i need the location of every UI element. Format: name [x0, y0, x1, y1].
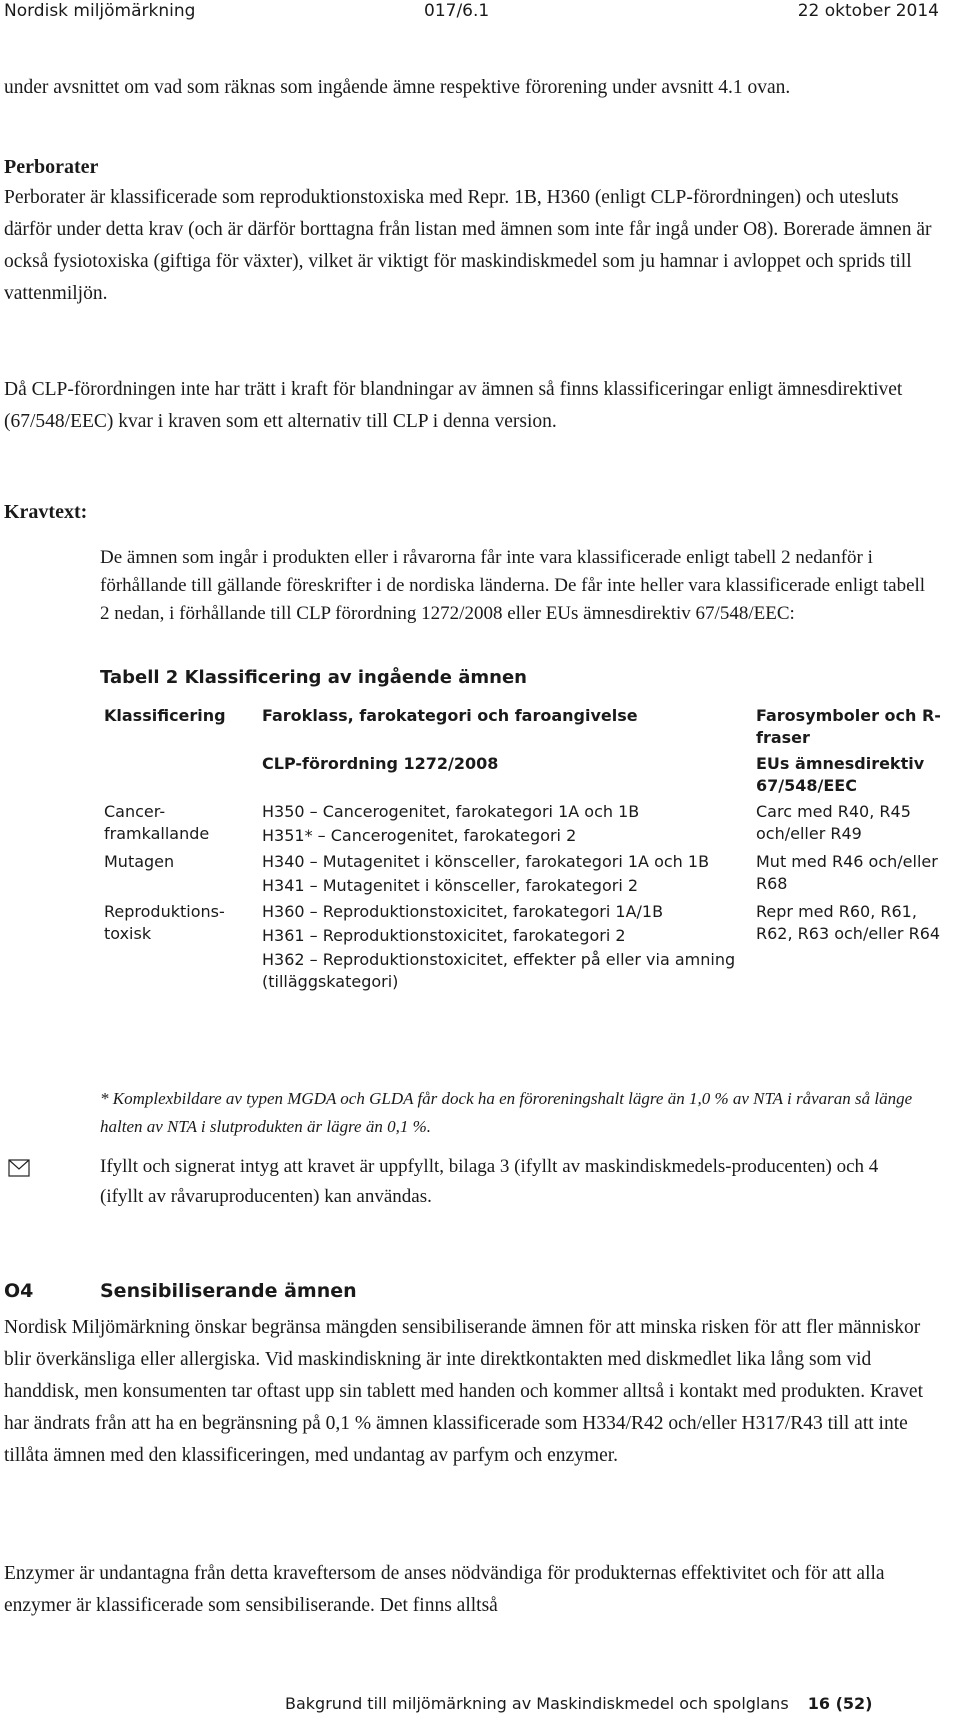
clp-line: H340 – Mutagenitet i könsceller, farokategori 1A och 1B: [262, 852, 710, 871]
kravtext-label: Kravtext:: [4, 501, 88, 523]
section-paragraph: Enzymer är undantagna från detta kraveftersom de anses nödvändiga för produkternas effektivitet och för att alla enzymer är klassificerade som sensibiliserande. Det finns alltså: [4, 1563, 885, 1616]
document-icon-svg: [8, 1159, 30, 1177]
clp-line: H361 – Reproduktionstoxicitet, farokategori 2: [262, 926, 626, 945]
table-header-row: [100, 703, 950, 751]
header-cell: CLP-förordning 1272/2008: [262, 754, 499, 773]
clp-line: H362 – Reproduktionstoxicitet, effekter på eller via amning (tilläggskategori): [262, 950, 736, 991]
clp-line: H350 – Cancerogenitet, farokategori 1A och 1B: [262, 802, 640, 821]
section-number: O4: [4, 1280, 34, 1302]
intro-paragraph: under avsnittet om vad som räknas som ingående ämne respektive förorening under avsnitt 4.1 ovan.: [4, 77, 791, 98]
kravtext-paragraph: De ämnen som ingår i produkten eller i råvarorna får inte vara klassificerade enligt tabell 2 nedanför i förhållande till gällande föreskrifter i de nordiska länderna. De får inte heller vara klassificerade enligt tabell 2 nedan, i förhållande till CLP förordning 1272/2008 eller EUs ämnesdirektiv 67/548/EEC:: [100, 547, 926, 624]
table-cell: Cancer-framkallande: [104, 802, 210, 843]
clp-line: H341 – Mutagenitet i könsceller, farokategori 2: [262, 876, 639, 895]
page-footer: [285, 1694, 872, 1713]
table-caption: Tabell 2 Klassificering av ingående ämnen: [100, 667, 527, 688]
page-number: 16 (52): [807, 1694, 873, 1713]
table-footnote: * Komplexbildare av typen MGDA och GLDA får dock ha en föroreningshalt lägre än 1,0 % av NTA i råvaran så länge halten av NTA i slutprodukten är lägre än 0,1 %.: [100, 1089, 913, 1136]
perborater-heading: Perborater: [4, 156, 99, 178]
clp-line: H360 – Reproduktionstoxicitet, farokategori 1A/1B: [262, 902, 664, 921]
header-cell: Farosymboler och R-fraser: [756, 706, 941, 747]
header-cell: Faroklass, farokategori och faroangivelse: [262, 706, 638, 725]
header-cell: EUs ämnesdirektiv 67/548/EEC: [756, 754, 925, 795]
table-row: [100, 899, 950, 995]
table-subheader-row: [100, 751, 950, 799]
clp-paragraph: Då CLP-förordningen inte har trätt i kraft för blandningar av ämnen så finns klassificeringar enligt ämnesdirektivet (67/548/EEC) kvar i kraven som ett alternativ till CLP i denna version.: [4, 379, 903, 432]
header-cell: Klassificering: [104, 706, 226, 725]
table-cell: [258, 899, 752, 995]
table-row: [100, 849, 950, 899]
section-title: Sensibiliserande ämnen: [100, 1280, 357, 1302]
table-cell: Reproduktions-toxisk: [104, 902, 225, 943]
header-date: 22 oktober 2014: [797, 1, 939, 21]
page-header: [4, 0, 939, 22]
section-paragraph: Nordisk Miljömärkning önskar begränsa mängden sensibiliserande ämnen för att minska risken för att fler människor blir överkänsliga eller allergiska. Vid maskindiskning är inte direktkontakten med diskmedlet lika lång som vid handdisk, men konsumenten tar oftast upp sin tablett med handen och kommer alltså i kontakt med produkten. Kravet har ändrats från att ha en begränsning på 0,1 % ämnen klassificerade som H334/R42 och/eller H317/R43 till att inte tillåta ämnen med den klassificeringen, med undantag av parfym och enzymer.: [4, 1317, 923, 1466]
document-icon: [8, 1159, 30, 1182]
header-left: Nordisk miljömärkning: [4, 1, 196, 21]
table-cell: Mut med R46 och/eller R68: [756, 852, 938, 893]
table-cell: Mutagen: [104, 852, 175, 871]
verification-text: Ifyllt och signerat intyg att kravet är uppfyllt, bilaga 3 (ifyllt av maskindiskmedels-producenten) och 4 (ifyllt av råvaruproducenten) kan användas.: [100, 1156, 879, 1207]
table-cell: [258, 799, 752, 849]
table-cell: Carc med R40, R45 och/eller R49: [756, 802, 911, 843]
header-cell: [100, 751, 258, 799]
table-row: [100, 799, 950, 849]
table-cell: [258, 849, 752, 899]
perborater-paragraph: Perborater är klassificerade som reproduktionstoxiska med Repr. 1B, H360 (enligt CLP-förordningen) och utesluts därför under detta krav (och är därför borttagna från listan med ämnen som inte får ingå under O8). Borerade ämnen är också fysiotoxiska (giftiga för växter), vilket är viktigt för maskindiskmedel som ju hamnar i avloppet och sprids till vattenmiljön.: [4, 187, 932, 304]
classification-table: [100, 703, 950, 995]
header-doc-number: 017/6.1: [424, 1, 490, 21]
table-cell: Repr med R60, R61, R62, R63 och/eller R64: [756, 902, 941, 943]
footer-title: Bakgrund till miljömärkning av Maskindiskmedel och spolglans: [285, 1694, 789, 1713]
clp-line: H351* – Cancerogenitet, farokategori 2: [262, 826, 577, 845]
